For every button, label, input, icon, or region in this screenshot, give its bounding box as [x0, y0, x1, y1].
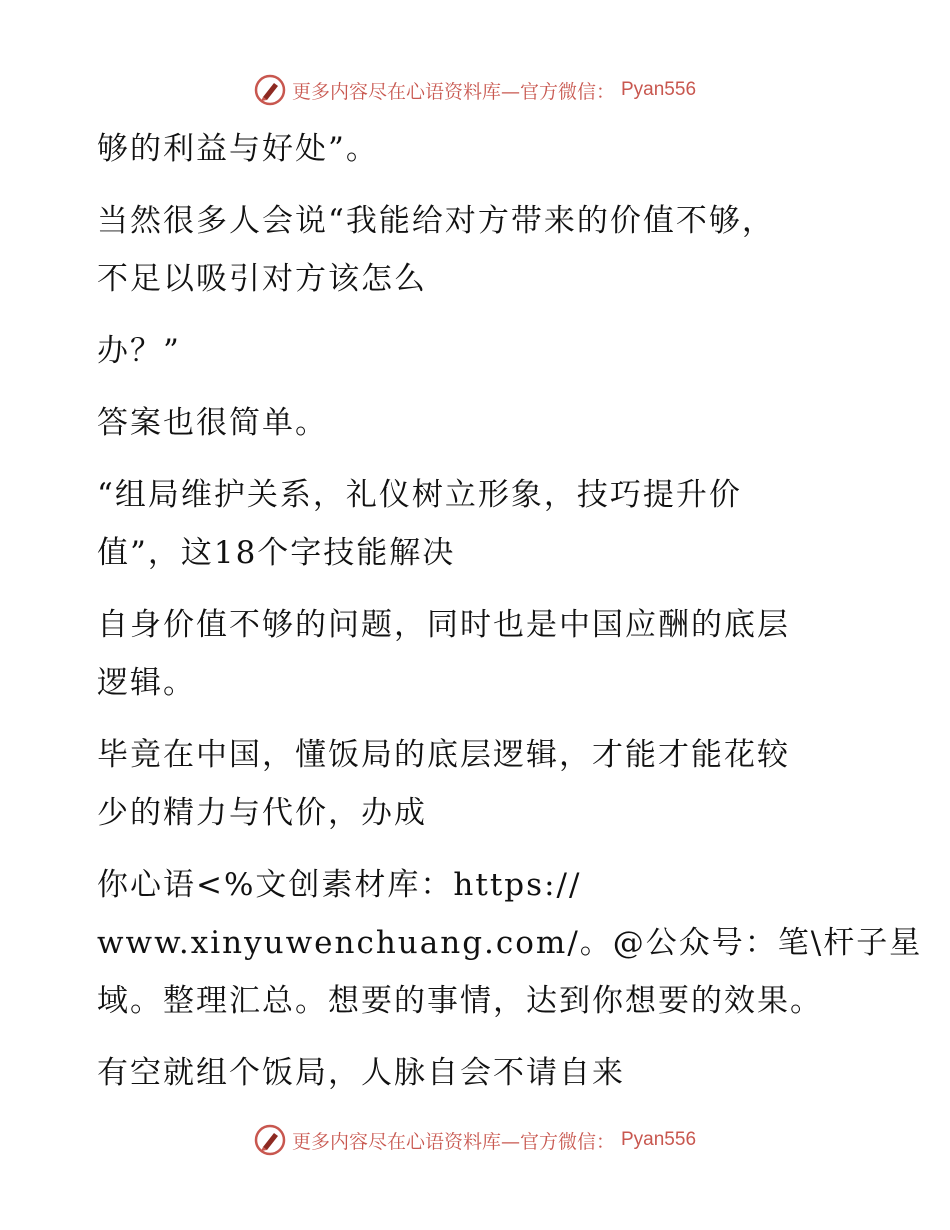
text-line: 毕竟在中国，懂饭局的底层逻辑，才能才能花较 — [97, 737, 790, 773]
watermark-text: 更多内容尽在心语资料库—官方微信： — [291, 80, 615, 103]
text-line: 自身价值不够的问题，同时也是中国应酬的底层 — [97, 607, 790, 643]
text-line: 够的利益与好处”。 — [97, 131, 379, 167]
text-line: 逻辑。 — [97, 665, 196, 701]
pen-logo-icon — [254, 1124, 286, 1156]
pen-logo-icon — [254, 74, 286, 106]
text-line: 域。整理汇总。想要的事情，达到你想要的效果。 — [97, 983, 823, 1019]
header-watermark — [0, 70, 950, 110]
text-line: 答案也很简单。 — [97, 405, 328, 441]
text-line: 少的精力与代价，办成 — [97, 795, 427, 831]
watermark-handle: Pyan556 — [621, 1129, 697, 1150]
text-line: 当然很多人会说“我能给对方带来的价值不够， — [97, 203, 775, 239]
watermark-text: 更多内容尽在心语资料库—官方微信： — [291, 1130, 615, 1153]
footer-watermark — [0, 1120, 950, 1160]
text-line: www.xinyuwenchuang.com/。@公众号：笔\杆子星 — [97, 925, 923, 961]
text-line: 不足以吸引对方该怎么 — [97, 261, 427, 297]
text-line: 有空就组个饭局，人脉自会不请自来 — [97, 1055, 625, 1091]
text-line: “组局维护关系，礼仪树立形象，技巧提升价 — [97, 477, 742, 513]
text-line: 值”，这18个字技能解决 — [97, 535, 456, 571]
text-line: 你心语<%文创素材库：https:// — [97, 867, 582, 903]
text-line: 办？” — [97, 333, 181, 369]
watermark-handle: Pyan556 — [621, 79, 697, 100]
document-body — [97, 120, 923, 1102]
